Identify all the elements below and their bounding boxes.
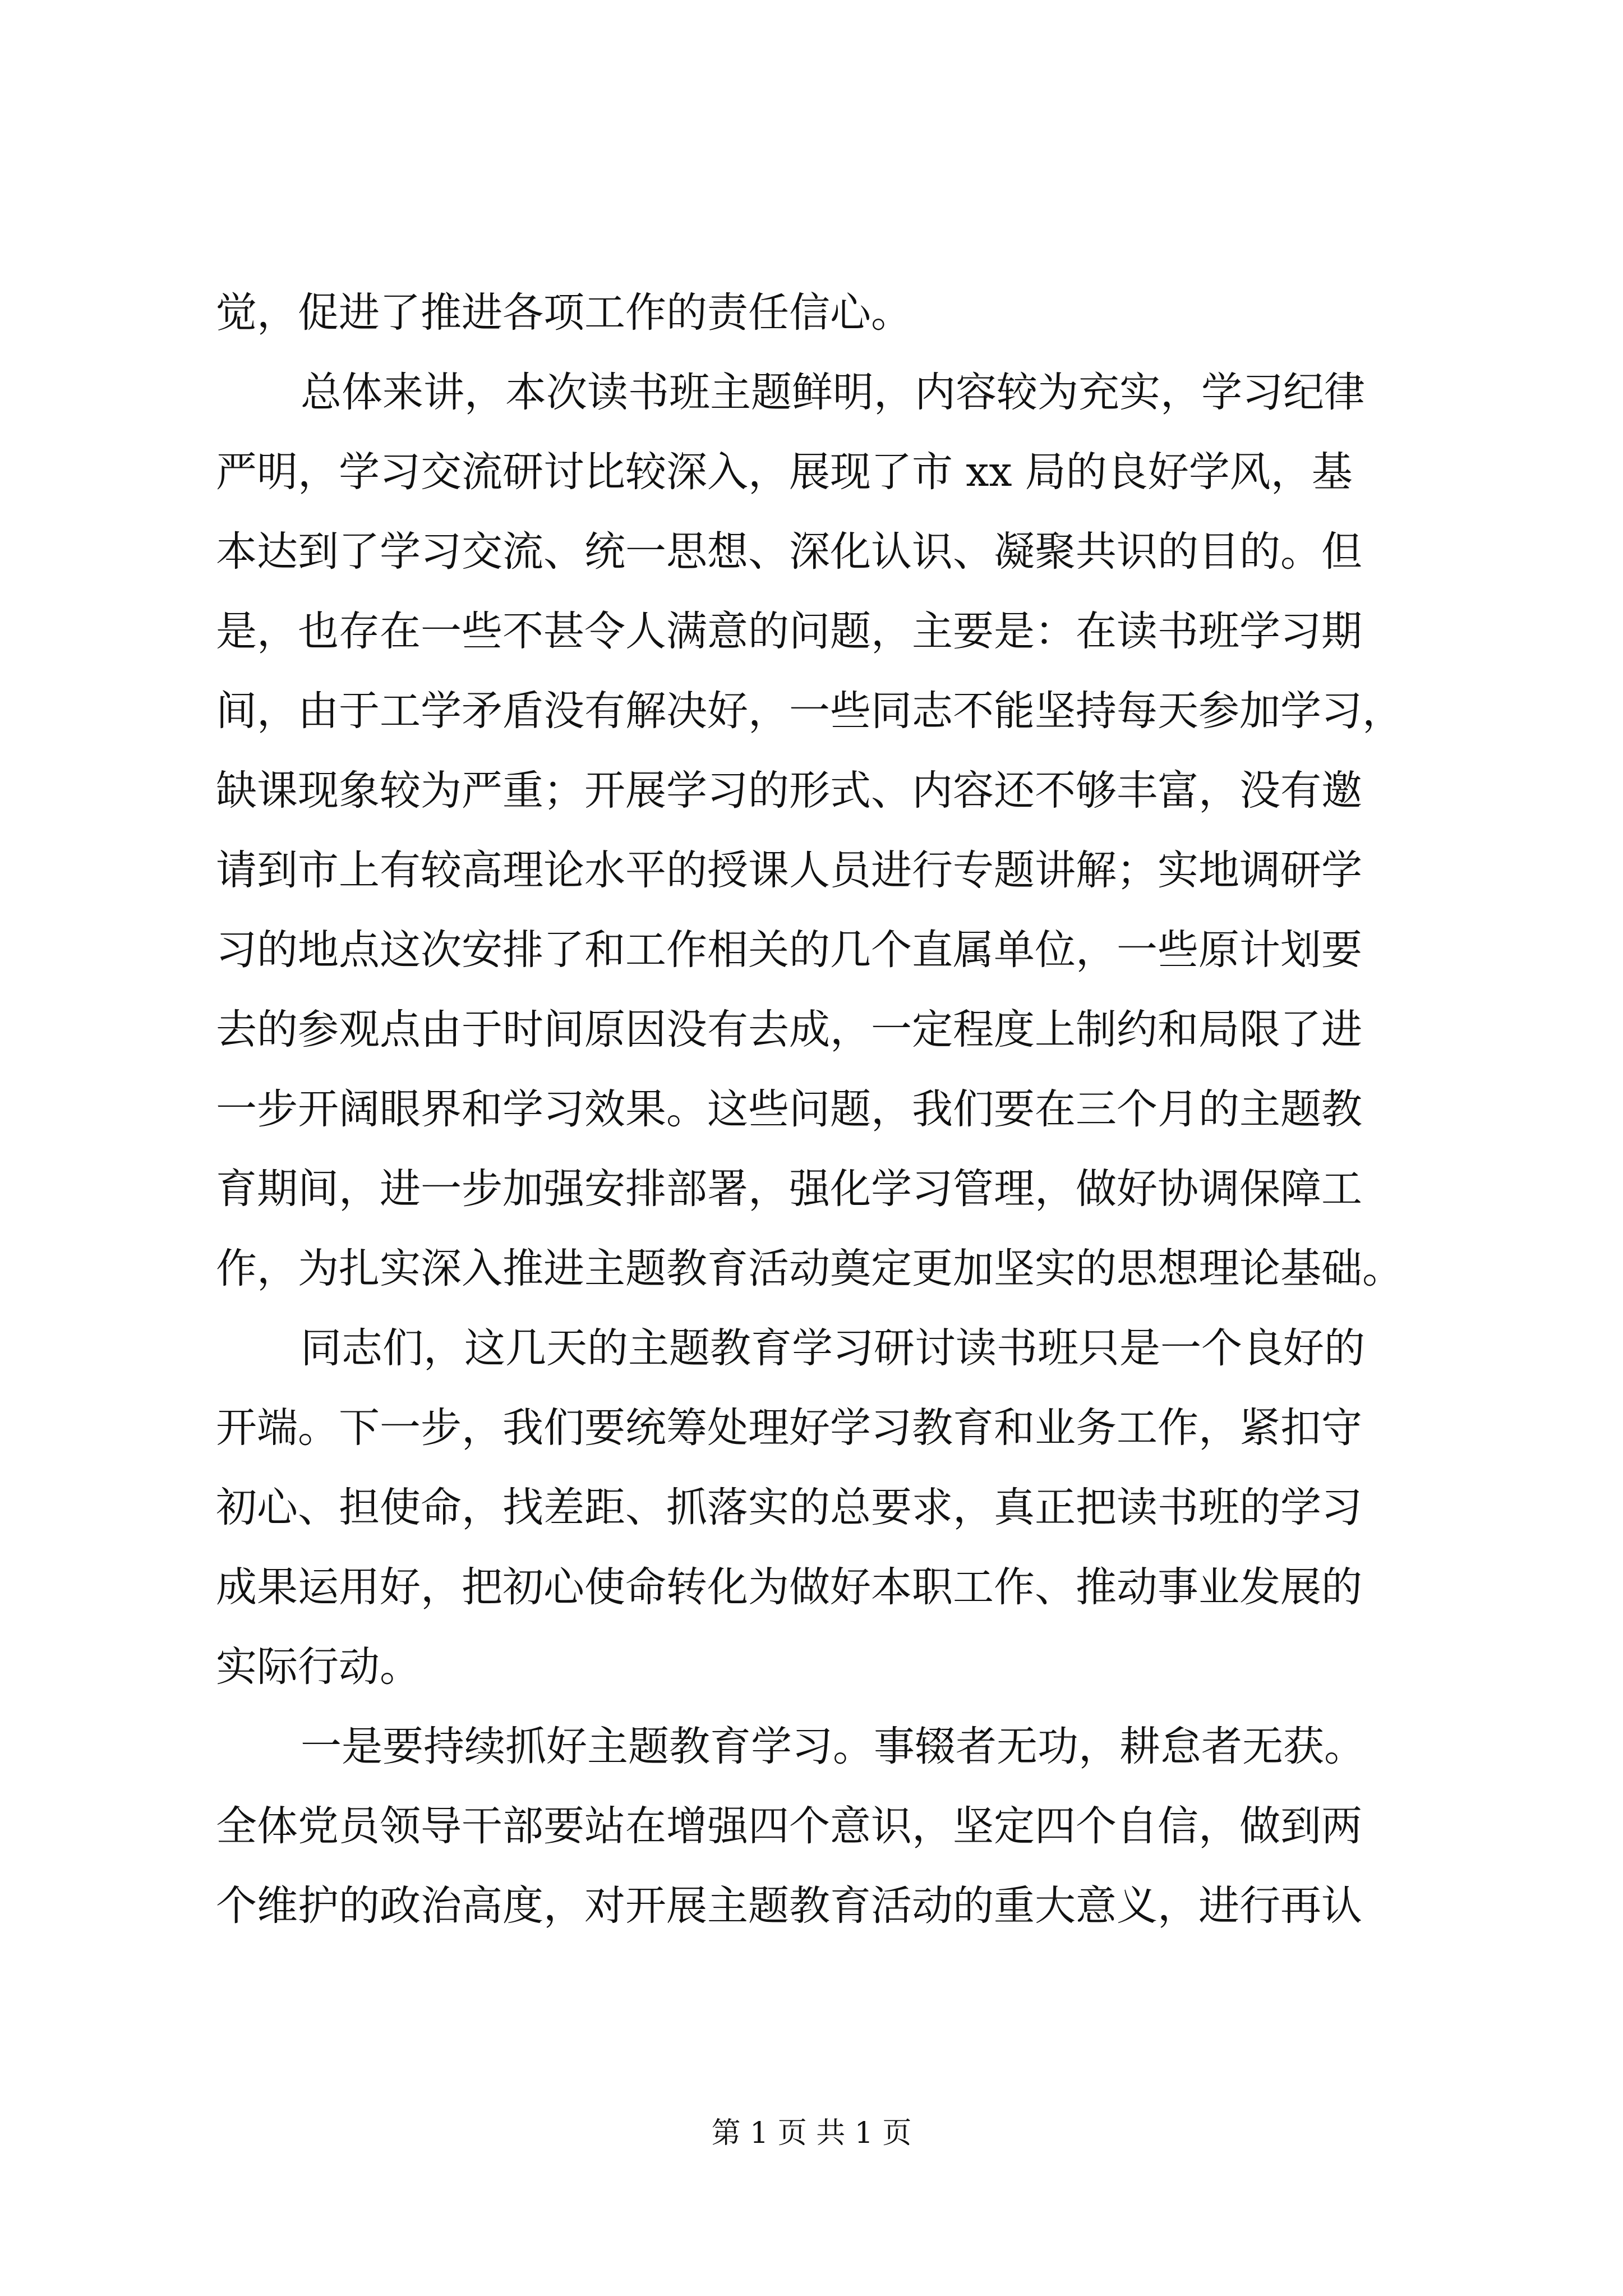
body-line: 一步开阔眼界和学习效果。这些问题，我们要在三个月的主题教 — [216, 1085, 1362, 1133]
body-line: 全体党员领导干部要站在增强四个意识，坚定四个自信，做到两 — [216, 1802, 1362, 1850]
body-line: 一是要持续抓好主题教育学习。事辍者无功，耕怠者无获。 — [301, 1723, 1365, 1770]
body-line: 成果运用好，把初心使命转化为做好本职工作、推动事业发展的 — [216, 1563, 1362, 1611]
body-line: 总体来讲，本次读书班主题鲜明，内容较为充实，学习纪律 — [301, 369, 1365, 416]
body-line: 间，由于工学矛盾没有解决好，一些同志不能坚持每天参加学习， — [216, 687, 1403, 735]
body-line: 育期间，进一步加强安排部署，强化学习管理，做好协调保障工 — [216, 1165, 1362, 1213]
body-line: 同志们，这几天的主题教育学习研讨读书班只是一个良好的 — [301, 1324, 1365, 1372]
body-line: 作，为扎实深入推进主题教育活动奠定更加坚实的思想理论基础。 — [216, 1245, 1403, 1292]
body-line: 实际行动。 — [216, 1643, 421, 1691]
body-line: 严明，学习交流研讨比较深入，展现了市 xx 局的良好学风，基 — [216, 448, 1353, 496]
body-line: 是，也存在一些不甚令人满意的问题，主要是：在读书班学习期 — [216, 608, 1362, 655]
body-line: 本达到了学习交流、统一思想、深化认识、凝聚共识的目的。但 — [216, 528, 1362, 576]
page-footer: 第 1 页 共 1 页 — [711, 2116, 912, 2150]
body-line: 去的参观点由于时间原因没有去成，一定程度上制约和局限了进 — [216, 1006, 1362, 1053]
body-line: 缺课现象较为严重；开展学习的形式、内容还不够丰富，没有邀 — [216, 767, 1362, 815]
body-line: 个维护的政治高度，对开展主题教育活动的重大意义，进行再认 — [216, 1882, 1362, 1930]
body-line: 开端。下一步，我们要统筹处理好学习教育和业务工作，紧扣守 — [216, 1404, 1362, 1452]
body-line: 初心、担使命，找差距、抓落实的总要求，真正把读书班的学习 — [216, 1484, 1362, 1531]
body-line: 请到市上有较高理论水平的授课人员进行专题讲解；实地调研学 — [216, 846, 1362, 894]
body-line: 觉，促进了推进各项工作的责任信心。 — [216, 289, 912, 337]
body-line: 习的地点这次安排了和工作相关的几个直属单位，一些原计划要 — [216, 926, 1362, 974]
